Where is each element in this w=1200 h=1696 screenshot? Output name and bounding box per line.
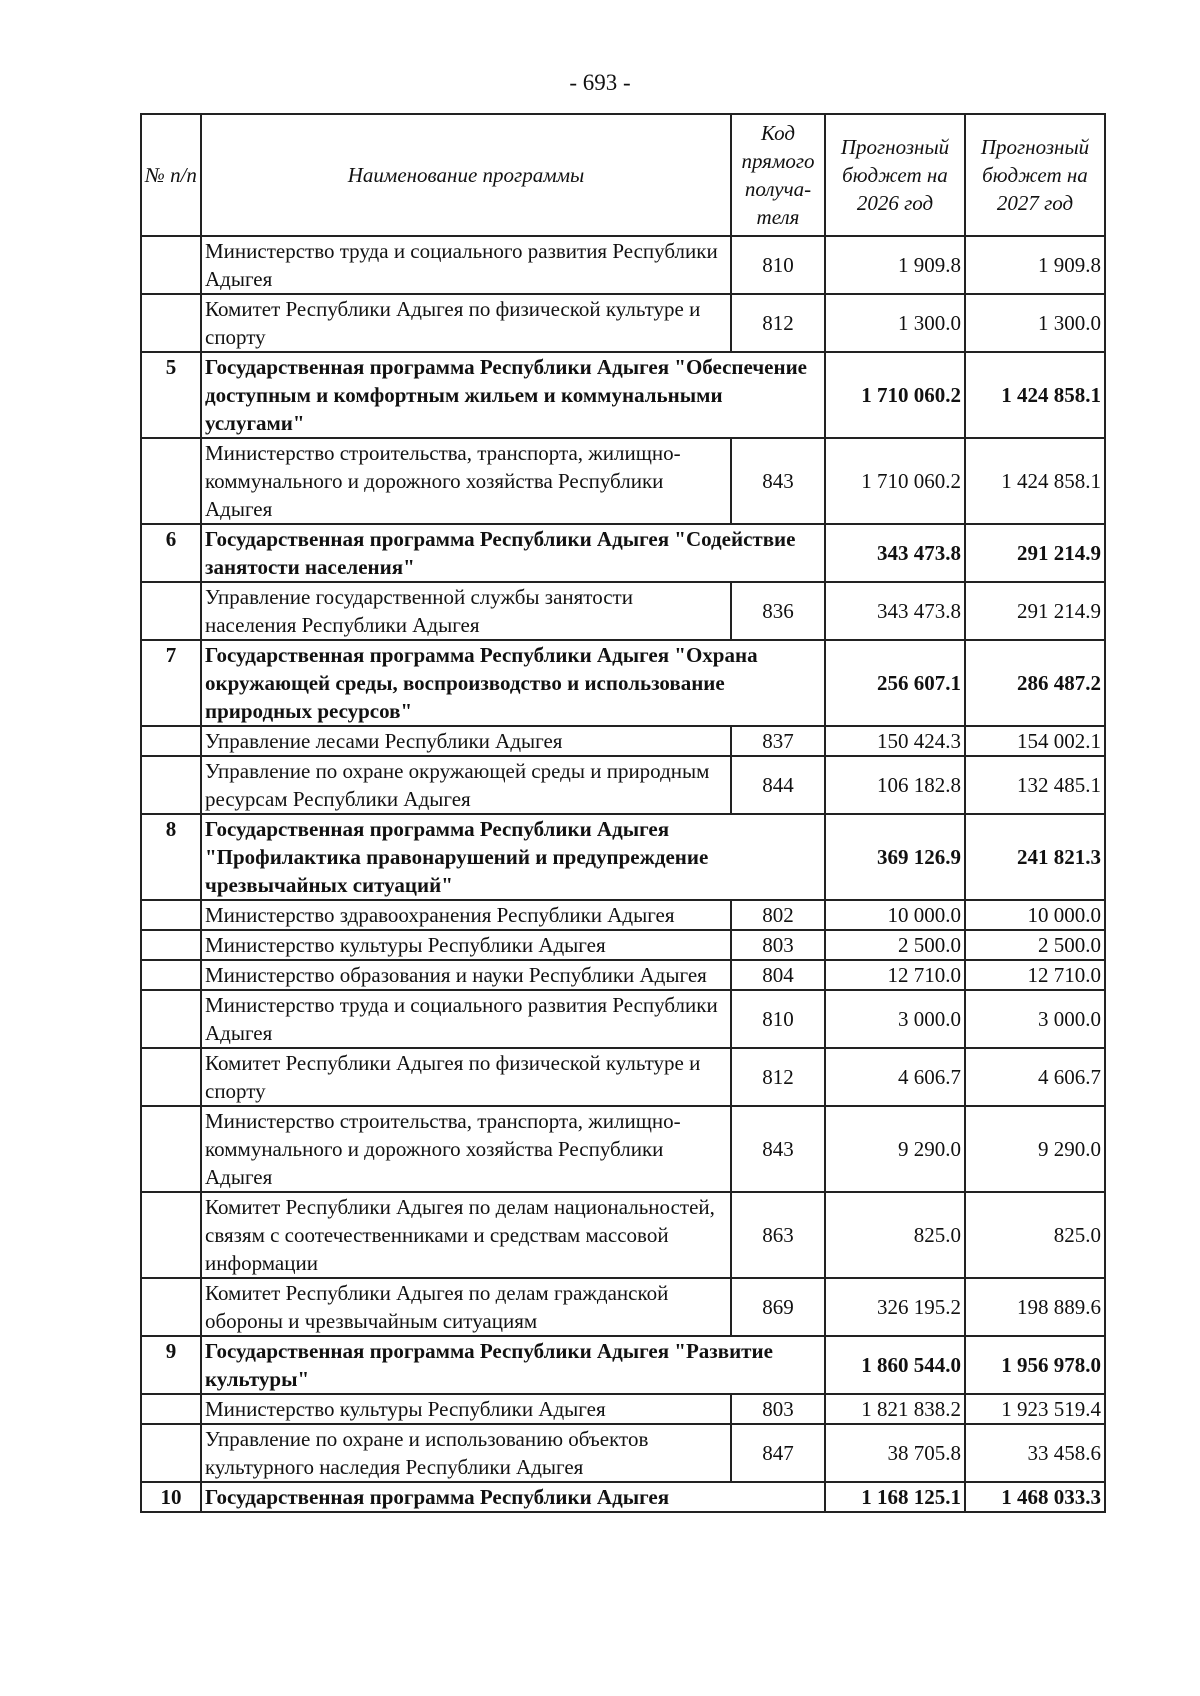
budget-2026-value: 1 860 544.0	[825, 1336, 965, 1394]
budget-2026-value: 1 300.0	[825, 294, 965, 352]
budget-2027-value: 2 500.0	[965, 930, 1105, 960]
budget-2026-value: 326 195.2	[825, 1278, 965, 1336]
budget-2027-value: 4 606.7	[965, 1048, 1105, 1106]
budget-2026-value: 150 424.3	[825, 726, 965, 756]
recipient-code: 810	[731, 990, 825, 1048]
recipient-code: 802	[731, 900, 825, 930]
recipient-code: 804	[731, 960, 825, 990]
budget-2026-value: 825.0	[825, 1192, 965, 1278]
header-budget-2026: Прогнозный бюджет на 2026 год	[825, 114, 965, 236]
budget-2026-value: 12 710.0	[825, 960, 965, 990]
budget-2026-value: 1 710 060.2	[825, 352, 965, 438]
budget-2027-value: 3 000.0	[965, 990, 1105, 1048]
row-number	[141, 960, 201, 990]
recipient-code: 803	[731, 930, 825, 960]
row-number	[141, 1192, 201, 1278]
row-number: 7	[141, 640, 201, 726]
row-number	[141, 930, 201, 960]
program-name: Государственная программа Республики Адыгея "Обеспечение доступным и комфортным жильем и коммунальными услугами"	[201, 352, 825, 438]
recipient-name: Комитет Республики Адыгея по физической культуре и спорту	[201, 1048, 731, 1106]
row-number: 10	[141, 1482, 201, 1512]
budget-2026-value: 369 126.9	[825, 814, 965, 900]
budget-2026-value: 38 705.8	[825, 1424, 965, 1482]
header-code: Код прямого получа-теля	[731, 114, 825, 236]
recipient-name: Комитет Республики Адыгея по физической культуре и спорту	[201, 294, 731, 352]
table-row	[141, 1278, 1105, 1336]
page-number: - 693 -	[569, 70, 631, 95]
row-number	[141, 1394, 201, 1424]
program-name: Государственная программа Республики Адыгея "Охрана окружающей среды, воспроизводство и использование природных ресурсов"	[201, 640, 825, 726]
row-number	[141, 990, 201, 1048]
budget-2027-value: 1 909.8	[965, 236, 1105, 294]
recipient-code: 837	[731, 726, 825, 756]
recipient-name: Министерство строительства, транспорта, жилищно-коммунального и дорожного хозяйства Республики Адыгея	[201, 1106, 731, 1192]
budget-2026-value: 4 606.7	[825, 1048, 965, 1106]
budget-2026-value: 3 000.0	[825, 990, 965, 1048]
program-name: Государственная программа Республики Адыгея "Содействие занятости населения"	[201, 524, 825, 582]
budget-2027-value: 1 424 858.1	[965, 438, 1105, 524]
recipient-name: Управление лесами Республики Адыгея	[201, 726, 731, 756]
recipient-code: 863	[731, 1192, 825, 1278]
row-number	[141, 1278, 201, 1336]
budget-2027-value: 1 956 978.0	[965, 1336, 1105, 1394]
program-name: Государственная программа Республики Адыгея "Профилактика правонарушений и предупреждение чрезвычайных ситуаций"	[201, 814, 825, 900]
table-row	[141, 1394, 1105, 1424]
recipient-code: 812	[731, 1048, 825, 1106]
recipient-code: 843	[731, 438, 825, 524]
recipient-name: Министерство строительства, транспорта, жилищно-коммунального и дорожного хозяйства Республики Адыгея	[201, 438, 731, 524]
recipient-name: Министерство труда и социального развития Республики Адыгея	[201, 990, 731, 1048]
header-budget-2027: Прогнозный бюджет на 2027 год	[965, 114, 1105, 236]
budget-2027-value: 1 468 033.3	[965, 1482, 1105, 1512]
table-row	[141, 1192, 1105, 1278]
budget-2026-value: 10 000.0	[825, 900, 965, 930]
budget-2026-value: 9 290.0	[825, 1106, 965, 1192]
budget-2027-value: 291 214.9	[965, 524, 1105, 582]
table-header-row	[141, 114, 1105, 236]
recipient-name: Управление по охране окружающей среды и природным ресурсам Республики Адыгея	[201, 756, 731, 814]
table-row	[141, 236, 1105, 294]
header-name: Наименование программы	[201, 114, 731, 236]
recipient-name: Управление государственной службы занятости населения Республики Адыгея	[201, 582, 731, 640]
recipient-name: Комитет Республики Адыгея по делам гражданской обороны и чрезвычайным ситуациям	[201, 1278, 731, 1336]
table-row	[141, 438, 1105, 524]
recipient-name: Управление по охране и использованию объектов культурного наследия Республики Адыгея	[201, 1424, 731, 1482]
program-row	[141, 1482, 1105, 1512]
recipient-code: 869	[731, 1278, 825, 1336]
budget-2027-value: 1 300.0	[965, 294, 1105, 352]
program-row	[141, 814, 1105, 900]
recipient-code: 803	[731, 1394, 825, 1424]
table-row	[141, 930, 1105, 960]
table-row	[141, 990, 1105, 1048]
program-row	[141, 352, 1105, 438]
row-number	[141, 294, 201, 352]
row-number	[141, 438, 201, 524]
table-row	[141, 960, 1105, 990]
budget-2026-value: 1 168 125.1	[825, 1482, 965, 1512]
table-row	[141, 1048, 1105, 1106]
budget-2027-value: 291 214.9	[965, 582, 1105, 640]
budget-2027-value: 154 002.1	[965, 726, 1105, 756]
budget-2026-value: 106 182.8	[825, 756, 965, 814]
row-number: 9	[141, 1336, 201, 1394]
recipient-name: Министерство культуры Республики Адыгея	[201, 1394, 731, 1424]
budget-2027-value: 1 424 858.1	[965, 352, 1105, 438]
budget-2027-value: 1 923 519.4	[965, 1394, 1105, 1424]
row-number	[141, 1424, 201, 1482]
recipient-code: 844	[731, 756, 825, 814]
table-row	[141, 294, 1105, 352]
header-num: № п/п	[141, 114, 201, 236]
table-row	[141, 1106, 1105, 1192]
table-row	[141, 900, 1105, 930]
recipient-code: 810	[731, 236, 825, 294]
row-number: 6	[141, 524, 201, 582]
program-name: Государственная программа Республики Адыгея "Развитие культуры"	[201, 1336, 825, 1394]
row-number	[141, 756, 201, 814]
budget-2026-value: 1 821 838.2	[825, 1394, 965, 1424]
budget-2026-value: 1 909.8	[825, 236, 965, 294]
budget-2027-value: 198 889.6	[965, 1278, 1105, 1336]
row-number	[141, 1048, 201, 1106]
table-row	[141, 726, 1105, 756]
recipient-name: Министерство здравоохранения Республики Адыгея	[201, 900, 731, 930]
budget-2026-value: 343 473.8	[825, 582, 965, 640]
program-name: Государственная программа Республики Адыгея	[201, 1482, 825, 1512]
recipient-code: 843	[731, 1106, 825, 1192]
recipient-code: 836	[731, 582, 825, 640]
table-body	[141, 236, 1105, 1512]
budget-2026-value: 343 473.8	[825, 524, 965, 582]
budget-2027-value: 12 710.0	[965, 960, 1105, 990]
recipient-code: 812	[731, 294, 825, 352]
recipient-code: 847	[731, 1424, 825, 1482]
recipient-name: Министерство труда и социального развития Республики Адыгея	[201, 236, 731, 294]
budget-2026-value: 256 607.1	[825, 640, 965, 726]
row-number	[141, 1106, 201, 1192]
row-number	[141, 726, 201, 756]
recipient-name: Комитет Республики Адыгея по делам национальностей, связям с соотечественниками и средствам массовой информации	[201, 1192, 731, 1278]
table-row	[141, 1424, 1105, 1482]
budget-2027-value: 33 458.6	[965, 1424, 1105, 1482]
recipient-name: Министерство культуры Республики Адыгея	[201, 930, 731, 960]
table-row	[141, 582, 1105, 640]
budget-2026-value: 2 500.0	[825, 930, 965, 960]
budget-2027-value: 9 290.0	[965, 1106, 1105, 1192]
budget-2027-value: 825.0	[965, 1192, 1105, 1278]
program-row	[141, 524, 1105, 582]
program-row	[141, 1336, 1105, 1394]
row-number	[141, 900, 201, 930]
program-row	[141, 640, 1105, 726]
recipient-name: Министерство образования и науки Республики Адыгея	[201, 960, 731, 990]
table-row	[141, 756, 1105, 814]
row-number	[141, 236, 201, 294]
row-number: 5	[141, 352, 201, 438]
row-number	[141, 582, 201, 640]
budget-2027-value: 286 487.2	[965, 640, 1105, 726]
budget-2027-value: 132 485.1	[965, 756, 1105, 814]
budget-2027-value: 10 000.0	[965, 900, 1105, 930]
budget-2026-value: 1 710 060.2	[825, 438, 965, 524]
budget-table	[140, 113, 1106, 1513]
budget-2027-value: 241 821.3	[965, 814, 1105, 900]
row-number: 8	[141, 814, 201, 900]
